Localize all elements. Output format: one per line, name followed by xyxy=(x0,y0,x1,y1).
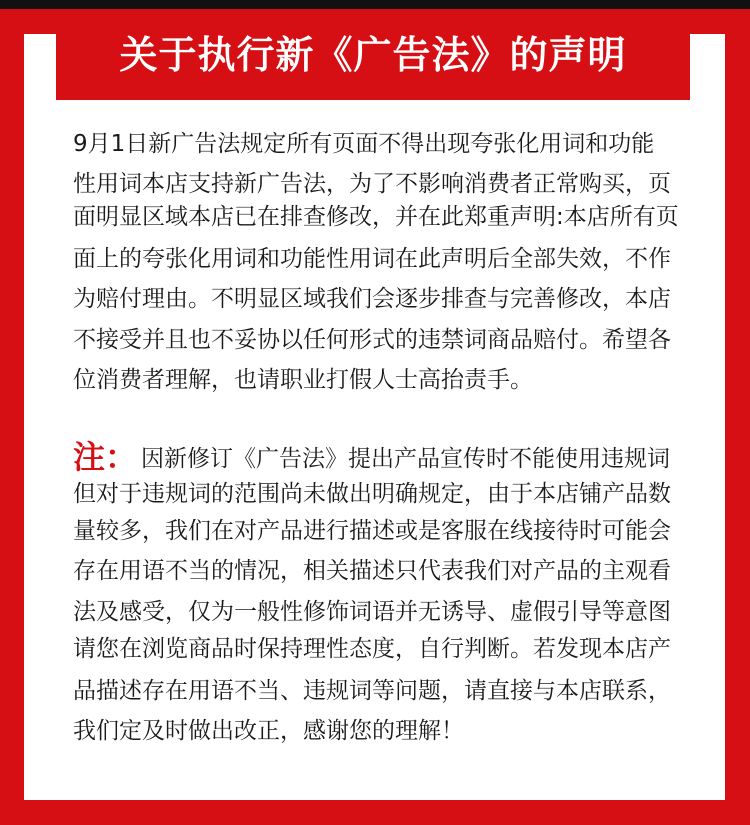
paragraph-line: 位消费者理解，也请职业打假人士高抬责手。 xyxy=(73,367,533,393)
page-title: 关于执行新《广告法》的声明 xyxy=(119,32,627,77)
paragraph-line: 面明显区域本店已在排查修改，并在此郑重声明:本店所有页 xyxy=(73,204,679,230)
note-line: 法及感受，仅为一般性修饰词语并无诱导、虚假引导等意图 xyxy=(73,599,671,625)
paragraph-line: 不接受并且也不妥协以任何形式的违禁词商品赔付。希望各 xyxy=(73,327,671,353)
paragraph-line: 9月1日新广告法规定所有页面不得出现夸张化用词和功能 xyxy=(73,131,655,157)
paragraph-line: 为赔付理由。不明显区域我们会逐步排查与完善修改，本店 xyxy=(73,286,671,312)
note-label: 注： xyxy=(73,438,138,476)
note-line: 请您在浏览商品时保持理性态度，自行判断。若发现本店产 xyxy=(73,636,671,662)
note-text: 因新修订《广告法》提出产品宣传时不能使用违规词 xyxy=(141,446,671,472)
statement-panel xyxy=(24,34,725,800)
title-banner xyxy=(56,9,690,100)
note-line: 但对于违规词的范围尚未做出明确规定，由于本店铺产品数 xyxy=(73,481,671,507)
note-line: 量较多，我们在对产品进行描述或是客服在线接待时可能会 xyxy=(73,518,671,544)
top-strip xyxy=(0,0,750,9)
note-line: 我们定及时做出改正，感谢您的理解！ xyxy=(73,718,464,744)
note-line: 品描述存在用语不当、违规词等问题，请直接与本店联系， xyxy=(73,678,671,704)
paragraph-line: 面上的夸张化用词和功能性用词在此声明后全部失效，不作 xyxy=(73,246,671,272)
note-first-line xyxy=(73,438,671,476)
note-line: 存在用语不当的情况，相关描述只代表我们对产品的主观看 xyxy=(73,558,671,584)
paragraph-line: 性用词本店支持新广告法，为了不影响消费者正常购买，页 xyxy=(73,171,671,197)
